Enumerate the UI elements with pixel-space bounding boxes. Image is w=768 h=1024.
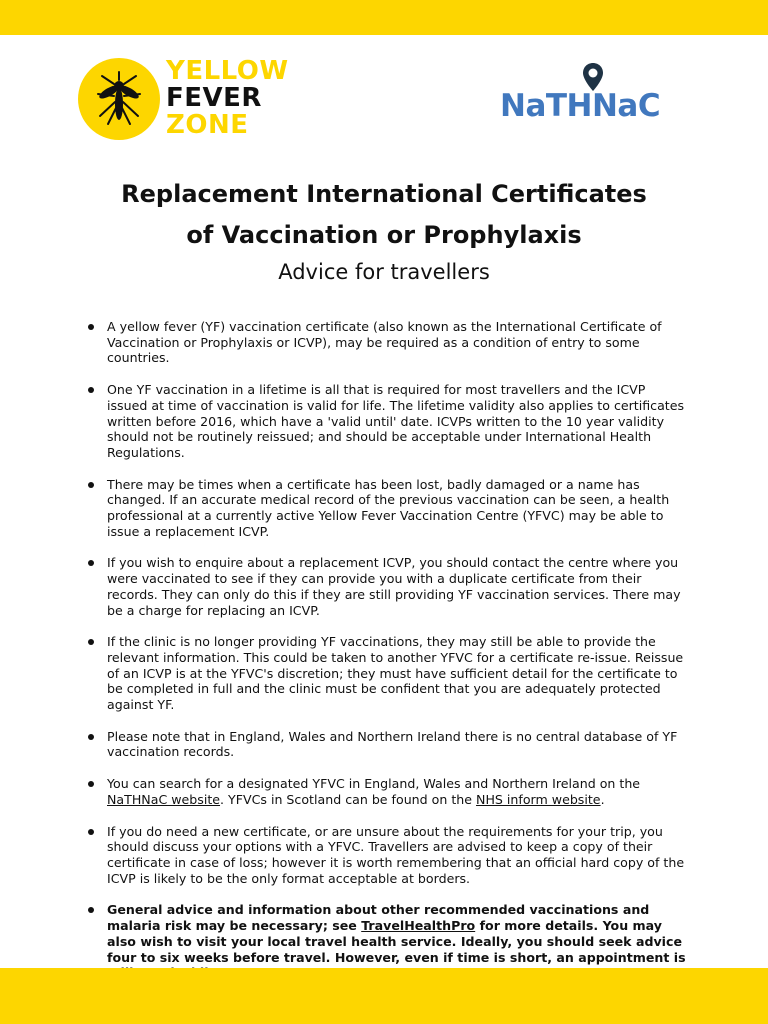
list-item xyxy=(88,477,688,540)
logo-line-yellow: YELLOW xyxy=(166,56,289,86)
bullet-icon xyxy=(88,781,94,787)
list-item-text: . YFVCs in Scotland can be found on the xyxy=(220,791,477,807)
yellow-fever-zone-logo xyxy=(78,58,328,140)
logo-line-fever: FEVER xyxy=(166,83,262,113)
yellow-fever-zone-wordmark xyxy=(166,58,289,139)
top-yellow-band xyxy=(0,0,768,35)
list-item-text: If you wish to enquire about a replacement ICVP, you should contact the centre where you were vaccinated to see if they can provide you with a duplicate certificate from their records. They can only do this if they are still providing YF vaccination services. There may be a charge for replacing an ICVP. xyxy=(107,555,681,618)
travelhealthpro-link[interactable]: TravelHealthPro xyxy=(361,918,476,934)
nathnac-logo xyxy=(500,62,700,132)
bullet-icon xyxy=(88,829,94,835)
list-item xyxy=(88,319,688,366)
list-item-text: You can search for a designated YFVC in England, Wales and Northern Ireland on the xyxy=(107,776,641,792)
list-item xyxy=(88,634,688,713)
list-item-text: One YF vaccination in a lifetime is all that is required for most travellers and the ICVP issued at time of vaccination is valid for life. The lifetime validity also applies to certificates written before 2016, which have a 'valid until' date. ICVPs written to the 10 year validity should not be routinely reissued; and should be acceptable under International Health Regulations. xyxy=(107,382,685,460)
advice-list xyxy=(88,319,688,997)
list-item-text: General advice and information about other recommended vaccinations and malaria risk may be necessary; see xyxy=(107,902,650,934)
list-item xyxy=(88,555,688,618)
mosquito-icon xyxy=(78,58,160,140)
list-item-text: Please note that in England, Wales and Northern Ireland there is no central database of YF vaccination records. xyxy=(107,728,678,760)
bullet-icon xyxy=(88,734,94,740)
bullet-icon xyxy=(88,387,94,393)
page-subtitle: Advice for travellers xyxy=(278,260,490,284)
list-item-text: A yellow fever (YF) vaccination certificate (also known as the International Certificate of Vaccination or Prophylaxis or ICVP), may be required as a condition of entry to some countries. xyxy=(107,319,662,366)
bullet-icon xyxy=(88,560,94,566)
list-item-text: . xyxy=(600,791,605,807)
list-item xyxy=(88,729,688,760)
nathnac-website-link[interactable]: NaTHNaC website xyxy=(107,791,221,807)
title-line-1: Replacement International Certificates xyxy=(121,180,647,208)
bullet-icon xyxy=(88,324,94,330)
page-title xyxy=(84,174,684,256)
nathnac-wordmark: NaTHNaC xyxy=(500,88,661,124)
bullet-icon xyxy=(88,482,94,488)
list-item xyxy=(88,776,688,807)
list-item-text: If you do need a new certificate, or are unsure about the requirements for your trip, you should discuss your options with a YFVC. Travellers are advised to keep a copy of their certificate in case of loss; however it is worth remembering that an official hard copy of the ICVP is likely to be the only format acceptable at borders. xyxy=(107,823,685,886)
bullet-icon xyxy=(88,639,94,645)
nhs-inform-website-link[interactable]: NHS inform website xyxy=(476,791,601,807)
list-item-text: There may be times when a certificate has been lost, badly damaged or a name has changed. If an accurate medical record of the previous vaccination can be seen, a health professional at a currently active Yellow Fever Vaccination Centre (YFVC) may be able to issue a replacement ICVP. xyxy=(107,476,670,539)
bottom-yellow-band xyxy=(0,968,768,1024)
list-item xyxy=(88,382,688,461)
list-item xyxy=(88,824,688,887)
logo-line-zone: ZONE xyxy=(166,110,249,140)
bullet-icon xyxy=(88,907,94,913)
list-item-text: If the clinic is no longer providing YF vaccinations, they may still be able to provide the relevant information. This could be taken to another YFVC for a certificate re-issue. Reissue of an ICVP is at the YFVC's discretion; they must have sufficient detail for the certificate to be completed in full and the clinic must be confident that you are adequately protected against YF. xyxy=(107,634,684,713)
title-line-2: of Vaccination or Prophylaxis xyxy=(186,221,582,249)
list-item-text: for more details. You may also wish to visit your local travel health service. Ideally, you should seek advice four to six weeks before travel. However, even if time is short, an appointment is xyxy=(107,918,686,965)
